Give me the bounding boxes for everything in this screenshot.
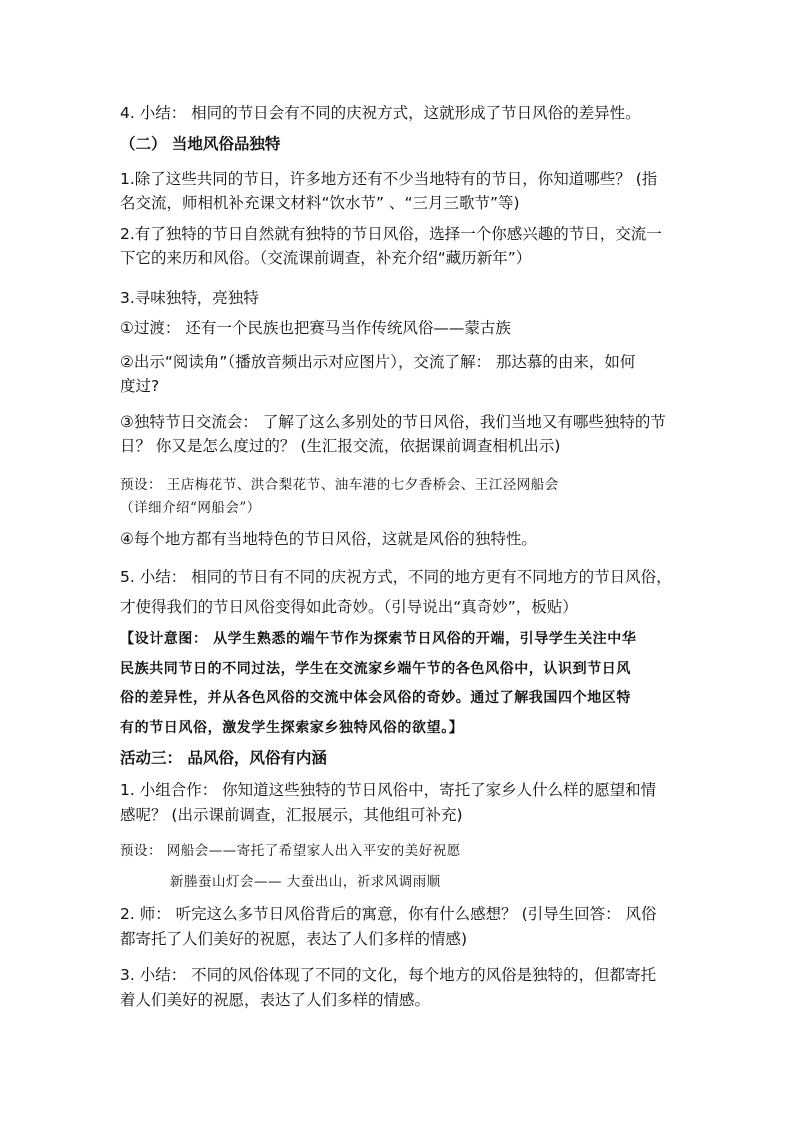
group-work-line-1: 1. 小组合作： 你知道这些独特的节日风俗中，寄托了家乡人什么样的愿望和情 bbox=[120, 781, 657, 799]
paragraph-2-line-1: 2.有了独特的节日自然就有独特的节日风俗，选择一个你感兴趣的节日，交流一 bbox=[120, 225, 662, 243]
design-intent-line-4: 有的节日风俗，激发学生探索家乡独特风俗的欲望。】 bbox=[120, 720, 464, 736]
item-uniqueness: ④每个地方都有当地特色的节日风俗，这就是风俗的独特性。 bbox=[120, 530, 537, 548]
summary-5-line-1: 5. 小结： 相同的节日有不同的庆祝方式，不同的地方更有不同地方的节日风俗， bbox=[120, 568, 672, 586]
teacher-question-line-1: 2. 师： 听完这么多节日风俗背后的寓意，你有什么感想？ (引导生回答： 风俗 bbox=[120, 905, 657, 923]
item-reading-corner-line-1: ②出示“阅读角”（播放音频出示对应图片），交流了解： 那达慕的由来，如何 bbox=[120, 353, 636, 371]
preset-2-line-1: 预设： 网船会——寄托了希望家人出入平安的美好祝愿 bbox=[120, 843, 461, 859]
paragraph-1-line-2: 名交流，师相机补充课文材料“饮水节” 、“三月三歌节”等) bbox=[120, 194, 520, 212]
group-work-line-2: 感呢？ (出示课前调查，汇报展示，其他组可补充) bbox=[120, 806, 463, 824]
paragraph-3-heading: 3.寻味独特，亮独特 bbox=[120, 289, 259, 307]
item-transition: ①过渡： 还有一个民族也把赛马当作传统风俗——蒙古族 bbox=[120, 319, 511, 337]
design-intent-line-2: 民族共同节日的不同过法，学生在交流家乡端午节的各色风俗中，认识到节日风 bbox=[120, 661, 631, 677]
summary-3-line-2: 着人们美好的祝愿，表达了人们多样的情感。 bbox=[120, 991, 431, 1009]
preset-1-line-2: （详细介绍“网船会”） bbox=[120, 500, 261, 516]
design-intent-line-3: 俗的差异性，并从各色风俗的交流中体会风俗的奇妙。通过了解我国四个地区特 bbox=[120, 690, 631, 706]
summary-5-line-2: 才使得我们的节日风俗变得如此奇妙。（引导说出“真奇妙”，板贴） bbox=[120, 598, 578, 616]
activity-3-heading: 活动三： 品风俗，风俗有内涵 bbox=[120, 749, 327, 767]
preset-1-line-1: 预设： 王店梅花节、洪合梨花节、油车港的七夕香桥会、王江泾网船会 bbox=[120, 477, 559, 493]
summary-4: 4. 小结： 相同的节日会有不同的庆祝方式，这就形成了节日风俗的差异性。 bbox=[120, 104, 641, 122]
item-festival-exchange-line-1: ③独特节日交流会： 了解了这么多别处的节日风俗，我们当地又有哪些独特的节 bbox=[120, 413, 666, 431]
design-intent-line-1: 【设计意图： 从学生熟悉的端午节作为探索节日风俗的开端，引导学生关注中华 bbox=[120, 631, 637, 647]
item-reading-corner-line-2: 度过? bbox=[120, 377, 160, 395]
preset-2-line-2: 新塍蚕山灯会—— 大蚕出山，祈求风调雨顺 bbox=[170, 874, 441, 890]
teacher-question-line-2: 都寄托了人们美好的祝愿，表达了人们多样的情感) bbox=[120, 930, 468, 948]
paragraph-1-line-1: 1.除了这些共同的节日，许多地方还有不少当地特有的节日，你知道哪些？ (指 bbox=[120, 170, 658, 188]
paragraph-2-line-2: 下它的来历和风俗。（交流课前调查，补充介绍“藏历新年”） bbox=[120, 249, 532, 267]
item-festival-exchange-line-2: 日？ 你又是怎么度过的？ (生汇报交流，依据课前调查相机出示) bbox=[120, 437, 561, 455]
summary-3-line-1: 3. 小结： 不同的风俗体现了不同的文化，每个地方的风俗是独特的，但都寄托 bbox=[120, 966, 657, 984]
section-heading-2: （二） 当地风俗品独特 bbox=[120, 135, 281, 153]
